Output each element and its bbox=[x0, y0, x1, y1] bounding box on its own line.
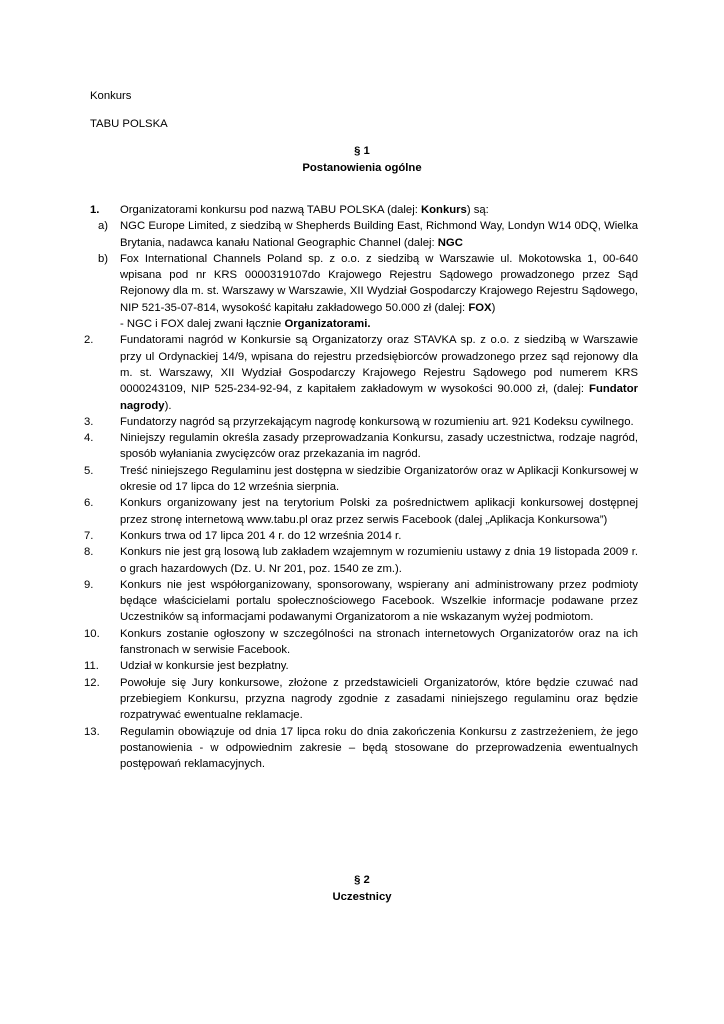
sub-item bbox=[84, 218, 638, 251]
list-item bbox=[84, 577, 638, 626]
item-number: 8. bbox=[84, 546, 94, 559]
item-number: 9. bbox=[84, 578, 94, 591]
section-1-number: § 1 bbox=[354, 145, 370, 157]
item-number: 13. bbox=[84, 725, 100, 738]
organizers-note: - NGC i FOX dalej zwani łącznie Organizatorami. bbox=[120, 318, 371, 331]
item-text: Fundatorami nagród w Konkursie są Organizatorzy oraz STAVKA sp. z o.o. z siedzibą w Warszawie przy ul Ordynackiej 14/9, wpisana do rejestru przedsiębiorców prowadzonego przez sąd rejonowy dla m. st. Warszawy, XII Wydział Gospodarczy Krajowego Rejestru Sądowego pod numerem KRS 0000243109, NIP 525-234-92-94, z kapitałem zakładowym w wysokości 90.000 zł, (dalej: Fundator nagrody). bbox=[120, 334, 638, 412]
item-number: 11. bbox=[84, 660, 99, 673]
sub-item-text: Fox International Channels Poland sp. z o.o. z siedzibą w Warszawie ul. Mokotowska 1, 00-640 wpisana pod nr KRS 0000319107do Krajowego Rejestru Sądowego prowadzonego przez Sąd Rejonowy dla m. st. Warszawy w Warszawie, XII Wydział Gospodarczy Krajowego Rejestru Sądowego, NIP 521-35-07-814, wysokość kapitału zakładowego 50.000 zł (dalej: FOX) bbox=[120, 252, 638, 314]
list-item bbox=[84, 202, 638, 218]
list-item bbox=[84, 658, 638, 674]
general-provisions-list bbox=[84, 202, 638, 772]
item-text: Fundatorzy nagród są przyrzekającym nagrodę konkursową w rozumieniu art. 921 Kodeksu cywilnego. bbox=[120, 415, 634, 428]
item-number: 5. bbox=[84, 464, 94, 477]
list-item bbox=[84, 626, 638, 659]
item-text: Konkurs organizowany jest na terytorium Polski za pośrednictwem aplikacji konkursowej dostępnej przez stronę internetową www.tabu.pl oraz przez serwis Facebook (dalej „Aplikacja Konkursowa”) bbox=[120, 497, 638, 526]
item-number: 10. bbox=[84, 627, 100, 640]
list-item bbox=[84, 724, 638, 773]
item-text: Regulamin obowiązuje od dnia 17 lipca roku do dnia zakończenia Konkursu z zastrzeżeniem, że jego postanowienia - w odpowiednim zakresie – będą stosowane do przeprowadzenia ewentualnych postępowań reklamacyjnych. bbox=[120, 725, 638, 771]
item-number: 3. bbox=[84, 415, 94, 428]
list-item bbox=[84, 430, 638, 463]
section-2-title: Uczestnicy bbox=[332, 891, 392, 903]
contest-label: Konkurs bbox=[90, 90, 132, 102]
list-item bbox=[84, 544, 638, 577]
contest-name: TABU POLSKA bbox=[90, 118, 168, 130]
item-text: Treść niniejszego Regulaminu jest dostępna w siedzibie Organizatorów oraz w Aplikacji Konkursowej w okresie od 17 lipca do 12 września sierpnia. bbox=[120, 464, 638, 494]
item-text: Powołuje się Jury konkursowe, złożone z przedstawicieli Organizatorów, które będzie czuwać nad przebiegiem Konkursu, przyzna nagrody zgodnie z zasadami niniejszego regulaminu oraz będzie rozpatrywać ewentualne reklamacje. bbox=[120, 676, 638, 722]
list-item bbox=[84, 495, 638, 528]
section-1-title: Postanowienia ogólne bbox=[302, 162, 422, 174]
item-text: Konkurs trwa od 17 lipca 201 4 r. do 12 września 2014 r. bbox=[120, 529, 402, 542]
sub-item-letter: b) bbox=[98, 252, 109, 265]
list-item bbox=[84, 528, 638, 544]
list-item bbox=[84, 463, 638, 496]
list-item bbox=[84, 332, 638, 413]
section-2-number: § 2 bbox=[354, 874, 370, 886]
item-text: Organizatorami konkursu pod nazwą TABU POLSKA (dalej: Konkurs) są: bbox=[120, 204, 489, 216]
sub-item bbox=[84, 251, 638, 316]
item-text: Konkurs nie jest grą losową lub zakładem wzajemnym w rozumieniu ustawy z dnia 19 listopada 2009 r. o grach hazardowych (Dz. U. Nr 201, poz. 1540 ze zm.). bbox=[120, 546, 638, 575]
sub-item-text: NGC Europe Limited, z siedzibą w Shepherds Building East, Richmond Way, Londyn W14 0DQ, Wielka Brytania, nadawca kanału National Geographic Channel (dalej: NGC bbox=[120, 220, 638, 249]
item-number: 12. bbox=[84, 676, 100, 689]
list-item bbox=[84, 675, 638, 724]
item-number: 7. bbox=[84, 529, 94, 542]
item-text: Konkurs nie jest współorganizowany, sponsorowany, wspierany ani administrowany przez podmioty będące właścicielami portalu społecznościowego Facebook. Wszelkie informacje podawane przez Uczestników są informacjami podawanymi Organizatorom a nie wskazanym wyżej podmiotom. bbox=[120, 578, 638, 624]
sub-item-letter: a) bbox=[98, 220, 109, 233]
list-item bbox=[84, 414, 638, 430]
item-text: Niniejszy regulamin określa zasady przeprowadzania Konkursu, zasady uczestnictwa, rodzaje nagród, sposób wyłaniania zwycięzców oraz przekazania im nagród. bbox=[120, 432, 638, 461]
item-number: 4. bbox=[84, 432, 94, 445]
item-number: 6. bbox=[84, 497, 94, 510]
item-text: Konkurs zostanie ogłoszony w szczególności na stronach internetowych Organizatorów oraz na ich fanstronach w serwisie Facebook. bbox=[120, 627, 638, 657]
item-text: Udział w konkursie jest bezpłatny. bbox=[120, 660, 289, 673]
item-number: 2. bbox=[84, 334, 94, 347]
item-number: 1. bbox=[90, 204, 100, 216]
